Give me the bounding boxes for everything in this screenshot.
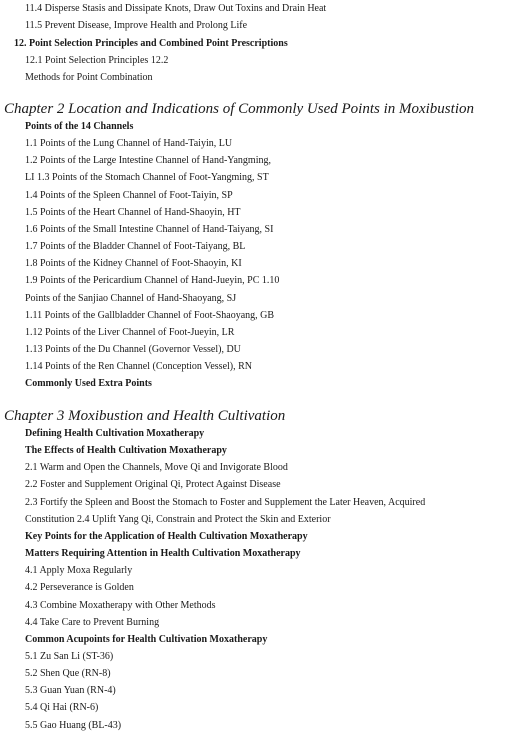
toc-subheading: Key Points for the Application of Health Cultivation Moxatherapy <box>25 530 308 542</box>
toc-entry: 2.1 Warm and Open the Channels, Move Qi and Invigorate Blood <box>25 462 288 474</box>
toc-entry: 5.5 Gao Huang (BL-43) <box>25 719 122 731</box>
toc-entry: 1.6 Points of the Small Intestine Channel of Hand-Taiyang, SI <box>25 223 274 235</box>
toc-entry: 1.9 Points of the Pericardium Channel of Hand-Jueyin, PC 1.10 <box>25 275 280 287</box>
chapter-3-heading: Chapter 3 Moxibustion and Health Cultivation <box>4 408 286 424</box>
toc-entry: 1.1 Points of the Lung Channel of Hand-Taiyin, LU <box>25 138 233 150</box>
toc-entry: 2.3 Fortify the Spleen and Boost the Stomach to Foster and Supplement the Later Heaven, Acquired <box>25 496 426 508</box>
toc-entry: 4.3 Combine Moxatherapy with Other Methods <box>25 599 216 611</box>
toc-subheading: Common Acupoints for Health Cultivation Moxatherapy <box>25 633 268 645</box>
toc-entry: Constitution 2.4 Uplift Yang Qi, Constrain and Protect the Skin and Exterior <box>25 513 331 525</box>
section-12-heading: 12. Point Selection Principles and Combined Point Prescriptions <box>14 38 288 49</box>
toc-entry: 11.5 Prevent Disease, Improve Health and Prolong Life <box>25 20 248 31</box>
toc-entry: LI 1.3 Points of the Stomach Channel of Foot-Yangming, ST <box>25 172 269 184</box>
toc-subheading: Matters Requiring Attention in Health Cultivation Moxatherapy <box>25 548 301 560</box>
toc-entry: 1.12 Points of the Liver Channel of Foot-Jueyin, LR <box>25 326 235 338</box>
toc-subheading: Commonly Used Extra Points <box>25 378 152 390</box>
toc-entry: 5.1 Zu San Li (ST-36) <box>25 650 114 662</box>
toc-entry: 4.1 Apply Moxa Regularly <box>25 565 133 577</box>
toc-entry: 1.7 Points of the Bladder Channel of Foot-Taiyang, BL <box>25 241 246 253</box>
toc-entry: 11.4 Disperse Stasis and Dissipate Knots, Draw Out Toxins and Drain Heat <box>25 3 327 14</box>
toc-entry: Points of the Sanjiao Channel of Hand-Shaoyang, SJ <box>25 292 237 304</box>
toc-entry: 2.2 Foster and Supplement Original Qi, Protect Against Disease <box>25 479 281 491</box>
toc-entry: 4.2 Perseverance is Golden <box>25 582 134 594</box>
toc-entry: 1.11 Points of the Gallbladder Channel of Foot-Shaoyang, GB <box>25 309 275 321</box>
toc-subheading: The Effects of Health Cultivation Moxatherapy <box>25 445 227 457</box>
toc-entry: 5.2 Shen Que (RN-8) <box>25 668 111 680</box>
toc-entry: 1.4 Points of the Spleen Channel of Foot-Taiyin, SP <box>25 189 233 201</box>
toc-entry: 5.3 Guan Yuan (RN-4) <box>25 685 116 697</box>
toc-entry: 4.4 Take Care to Prevent Burning <box>25 616 160 628</box>
toc-subheading: Defining Health Cultivation Moxatherapy <box>25 428 205 439</box>
toc-entry: 1.14 Points of the Ren Channel (Conception Vessel), RN <box>25 361 253 373</box>
toc-entry: Methods for Point Combination <box>25 72 153 83</box>
toc-subheading: Points of the 14 Channels <box>25 121 134 132</box>
toc-entry: 1.2 Points of the Large Intestine Channel of Hand-Yangming, <box>25 155 271 167</box>
toc-entry: 1.5 Points of the Heart Channel of Hand-Shaoyin, HT <box>25 206 241 218</box>
toc-entry: 5.4 Qi Hai (RN-6) <box>25 702 99 714</box>
toc-entry: 1.8 Points of the Kidney Channel of Foot-Shaoyin, KI <box>25 258 242 270</box>
chapter-2-heading: Chapter 2 Location and Indications of Commonly Used Points in Moxibustion <box>4 101 474 117</box>
toc-entry: 1.13 Points of the Du Channel (Governor Vessel), DU <box>25 343 241 355</box>
toc-entry: 12.1 Point Selection Principles 12.2 <box>25 55 169 66</box>
